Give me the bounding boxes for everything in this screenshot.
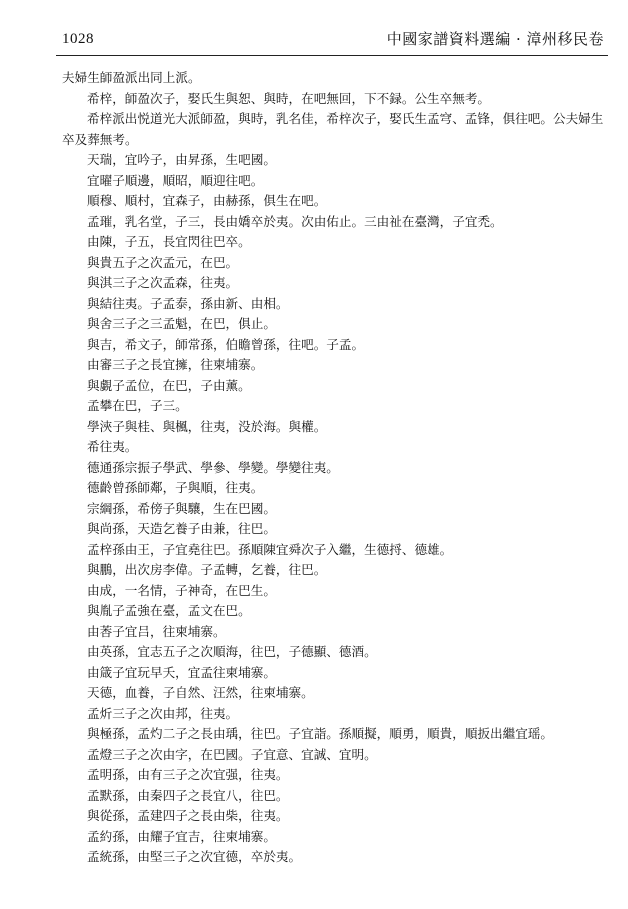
genealogy-entry: 夫婦生師盈派出同上派。: [62, 70, 201, 85]
genealogy-entry: 孟統孫，由堅三子之次宜德，卒於夷。: [87, 849, 302, 864]
genealogy-entry: 與胤子孟強在臺，孟文在巴。: [87, 603, 251, 618]
header-rule: [56, 55, 608, 56]
genealogy-entry: 由英孫，宜志五子之次順海，往巴，子德顯、德酒。: [87, 644, 377, 659]
genealogy-entry: 宜曜子順邊，順昭，順迎往吧。: [87, 172, 264, 188]
genealogy-entry: 希往夷。: [87, 439, 138, 454]
genealogy-entry: 天瑞，宜吟子，由昇孫，生吧國。: [87, 152, 276, 167]
genealogy-entry: 由成，一名情，子神奇，在巴生。: [87, 582, 276, 598]
genealogy-entry: 孟炘三子之次由邦，往夷。: [87, 705, 239, 721]
running-title: 中國家譜資料選編 · 漳州移民卷: [386, 30, 604, 48]
genealogy-entry: 希梓派出悦道光大派師盈，與時，乳名佳，希梓次子，娶氏生孟穹、孟锋，俱往吧。公夫婦生卒及葬無考。: [62, 111, 604, 147]
genealogy-entry: 與舍三子之三孟魁，在巴，俱止。: [87, 316, 276, 331]
genealogy-entry: 德齡曾孫師鄰，子與順，往夷。: [87, 480, 264, 495]
genealogy-entry: 孟攀在巴，子三。: [87, 398, 188, 413]
genealogy-entry: 德通孫宗振子學武、學參、學變。學變往夷。: [87, 459, 339, 475]
genealogy-entries: [62, 68, 604, 868]
genealogy-entry: 孟燈三子之次由字，在巴國。子宜意、宜誠、宜明。: [87, 746, 377, 762]
genealogy-entry: 孟默孫，由秦四子之長宜八，往巴。: [87, 787, 289, 803]
genealogy-entry: 與吉，希文子，師常孫，伯瞻曾孫，往吧。子孟。: [87, 336, 365, 352]
genealogy-entry: 由莕子宜吕，往柬埔寨。: [87, 623, 226, 639]
genealogy-entry: 與鵬，出次房李偉。子孟轉，乞養，往巴。: [87, 562, 327, 577]
genealogy-entry: 孟約孫，由耀子宜吉，往柬埔寨。: [87, 828, 276, 844]
genealogy-entry: 與從孫，孟建四子之長由柴，往夷。: [87, 808, 289, 823]
genealogy-entry: 與結往夷。子孟泰，孫由新、由相。: [87, 295, 289, 311]
genealogy-entry: 與淇三子之次孟森，往夷。: [87, 275, 239, 290]
genealogy-entry: 與貴五子之次孟元，在巴。: [87, 254, 239, 270]
genealogy-entry: 與覷子孟位，在巴，子由薰。: [87, 377, 251, 393]
page-header: [62, 28, 604, 50]
genealogy-entry: 宗綱孫，希傍子與驤，生在巴國。: [87, 500, 276, 516]
genealogy-entry: 由陳，子五，長宜閃往巴卒。: [87, 234, 251, 249]
genealogy-entry: 天德，血養，子自然、汪然，往柬埔寨。: [87, 685, 314, 700]
genealogy-entry: 希梓，師盈次子，娶氏生與恕、與時，在吧無回，下不録。公生卒無考。: [87, 90, 490, 106]
genealogy-entry: 與極孫，孟灼二子之長由瑀，往巴。子宜詣。孫順擬，順勇，順貴，順扳出繼宜瑶。: [87, 726, 553, 741]
genealogy-entry: 孟梓孫由王，子宜堯往巴。孫順陳宜舜次子入繼，生德捋、德雄。: [87, 541, 453, 557]
genealogy-entry: 孟璀，乳名堂，子三，長由嬌卒於夷。次由佑止。三由祉在臺灣，子宜禿。: [87, 213, 503, 229]
genealogy-entry: 與尚孫，天造乞養子由兼，往巴。: [87, 521, 276, 536]
genealogy-entry: 由箴子宜玩早夭，宜孟往柬埔寨。: [87, 664, 276, 680]
genealogy-entry: 由審三子之長宜擁，往柬埔寨。: [87, 357, 264, 372]
genealogy-entry: 孟明孫，由有三子之次宜强，往夷。: [87, 767, 289, 782]
genealogy-entry: 學浹子與桂、與楓，往夷，没於海。與權。: [87, 418, 327, 434]
genealogy-entry: 順穆、順村，宜森子，由赫孫，俱生在吧。: [87, 193, 327, 208]
page-number: 1028: [62, 31, 94, 47]
